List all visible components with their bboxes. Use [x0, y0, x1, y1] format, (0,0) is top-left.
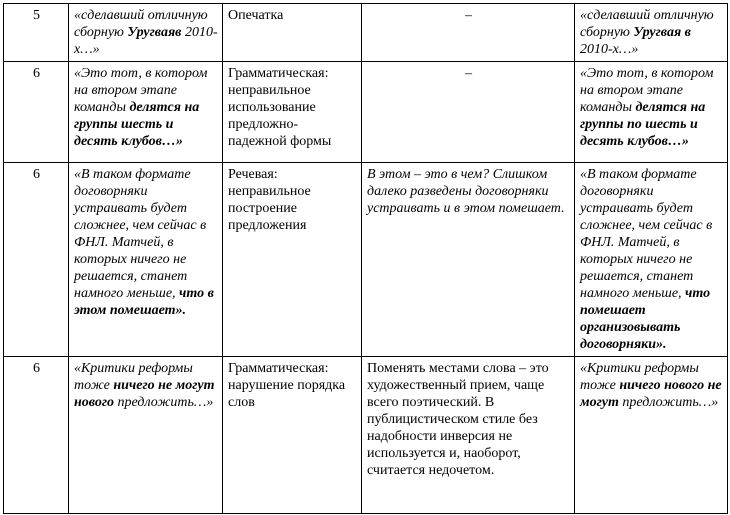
corrected-text: «Критики реформы тоже ничего нового не могут предложить…» [575, 357, 728, 514]
cell-line: неправильное [228, 83, 311, 98]
error-type [223, 163, 362, 357]
row-number: 5 [4, 4, 69, 62]
corrected-text: «сделавший отличную сборную Уругвая в 2010-х…» [575, 4, 728, 62]
emphasized-fragment: делятся на группы по шесть и десять клубов…» [580, 100, 706, 149]
comment: – [362, 62, 575, 163]
example-text: «Это тот, в котором на втором этапе команды делятся на группы шесть и десять клубов…» [69, 62, 223, 163]
corrected-text: «В таком формате договорняки устраивать будет сложнее, чем сейчас в ФНЛ. Матчей, в которых ничего не решается, станет намного меньше, что помешает организовывать договорняки». [575, 163, 728, 357]
emphasized-fragment: Уругваяв [127, 25, 182, 40]
table-row [4, 62, 728, 163]
emphasized-fragment: ничего нового не могут [580, 378, 722, 410]
emphasized-fragment: делятся на группы шесть и десять клубов…» [74, 100, 200, 149]
comment: В этом – это в чем? Слишком далеко разведены договорняки устраивать и в этом помешает. [362, 163, 575, 357]
cell-line: неправильное [228, 184, 311, 199]
italic-fragment: договорняки устраивать [367, 184, 549, 216]
cell-line: нарушение порядка [228, 378, 346, 393]
cell-line: Опечатка [228, 8, 284, 23]
comment: Поменять местами слова – это художественный прием, чаще всего поэтический. В публицистическом стиле без надобности инверсия не используется и, наоборот, считается недочетом. [362, 357, 575, 514]
cell-line: слов [228, 395, 255, 410]
table-row [4, 4, 728, 62]
row-number: 6 [4, 357, 69, 514]
example-text: «Критики реформы тоже ничего не могут нового предложить…» [69, 357, 223, 514]
cell-line: падежной формы [228, 134, 332, 149]
emphasized-fragment: что помешает организовывать договорняки». [580, 286, 711, 352]
cell-line: предложения [228, 218, 307, 233]
error-type [223, 4, 362, 62]
table-row [4, 163, 728, 357]
cell-line: использование [228, 100, 316, 115]
error-type [223, 357, 362, 514]
speech-errors-table [3, 3, 728, 514]
cell-line: Грамматическая: [228, 361, 329, 376]
example-text: «сделавший отличную сборную Уругваяв 2010-х…» [69, 4, 223, 62]
cell-line: Речевая: [228, 167, 278, 182]
emphasized-fragment: Уругвая в [633, 25, 691, 40]
comment: – [362, 4, 575, 62]
row-number: 6 [4, 163, 69, 357]
cell-line: предложно- [228, 117, 299, 132]
row-number: 6 [4, 62, 69, 163]
error-type [223, 62, 362, 163]
emphasized-fragment: ничего не могут нового [74, 378, 215, 410]
corrected-text: «Это тот, в котором на втором этапе команды делятся на группы по шесть и десять клубов…» [575, 62, 728, 163]
table-row [4, 357, 728, 514]
cell-line: Грамматическая: [228, 66, 329, 81]
italic-fragment: в этом помешает. [454, 201, 565, 216]
example-text: «В таком формате договорняки устраивать будет сложнее, чем сейчас в ФНЛ. Матчей, в которых ничего не решается, станет намного меньше, что в этом помешает». [69, 163, 223, 357]
cell-line: построение [228, 201, 297, 216]
emphasized-fragment: что в этом помешает». [74, 286, 214, 318]
